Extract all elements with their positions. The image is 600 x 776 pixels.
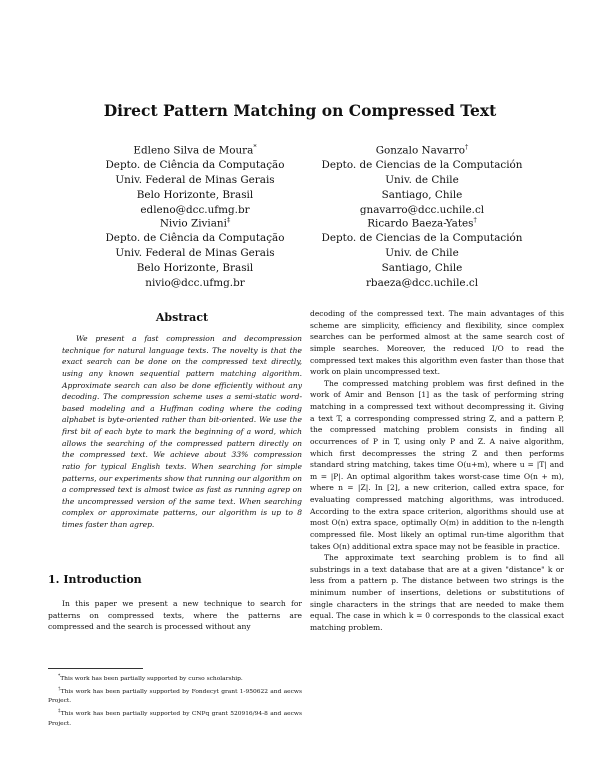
intro-column [48,598,302,633]
body-paragraph: decoding of the compressed text. The main advantages of this scheme are simplicity, efficiency and flexibility, since complex searches can be performed almost at the same search cost of simple searches. Moreover, the reduced I/O to read the compressed text makes this algorithm even faster than those that work on plain uncompressed text. [310,309,564,377]
author-city: Belo Horizonte, Brasil [136,189,254,202]
author-mark: * [253,143,257,151]
author-dept: Depto. de Ciencias de la Computación [321,232,523,245]
footnote-mark: † [58,686,61,692]
author-email: gnavarro@dcc.uchile.cl [359,204,485,217]
author-dept: Depto. de Ciência da Computação [105,159,285,172]
author-univ: Univ. de Chile [385,247,459,260]
footnote [48,672,302,685]
author-city: Belo Horizonte, Brasil [136,262,254,275]
footnote-mark: * [58,674,61,679]
author-email: edleno@dcc.ufmg.br [140,204,250,217]
author-name: Ricardo Baeza-Yates [367,217,474,230]
abstract-text: We present a fast compression and decompression technique for natural language texts. The novelty is that the exact search can be done on the compressed text directly, using any known sequential pattern matching algorithm. Approximate search can also be done efficiently without any decoding. The compression scheme uses a semi-static word-based modeling and a Huffman coding where the coding alphabet is byte-oriented rather than bit-oriented. We use the first bit of each byte to mark the beginning of a word, which allows the searching of the compressed pattern directly on the compressed text. We achieve about 33% compression ratio for typical English texts. When searching for simple patterns, our experiments show that running our algorithm on a compressed text is almost twice as fast as running agrep on the uncompressed version of the same text. When searching complex or approximate patterns, our algorithm is up to 8 times faster than agrep. [62,334,302,529]
footnote [48,685,302,707]
author-univ: Univ. de Chile [385,174,459,187]
footnotes [48,672,302,729]
author-city: Santiago, Chile [381,189,463,202]
author-email: nivio@dcc.ufmg.br [145,277,245,290]
author-univ: Univ. Federal de Minas Gerais [115,174,275,187]
footnote [48,707,302,729]
author-name: Gonzalo Navarro [375,144,466,157]
section-heading-introduction: 1. Introduction [48,573,142,586]
paper-title: Direct Pattern Matching on Compressed Text [103,101,497,120]
footnote-text: This work has been partially supported by CNPq grant 520916/94-8 and aecws Project. [48,711,302,727]
footnote-text: This work has been partially supported by curso scholarship. [60,675,243,682]
author-mark: † [473,216,477,224]
author-block-baeza-yates [272,213,572,291]
author-block-navarro [272,140,572,218]
author-mark: † [465,143,469,151]
author-name: Nivio Ziviani [159,217,227,230]
right-column [310,308,564,634]
intro-paragraph: In this paper we present a new technique to search for patterns on compressed texts, where the patterns are compressed and the search is processed without any [48,599,302,632]
author-univ: Univ. Federal de Minas Gerais [115,247,275,260]
author-dept: Depto. de Ciência da Computação [105,232,285,245]
footnote-rule [48,668,143,669]
footnote-text: This work has been partially supported by Fondecyt grant 1-950622 and aecws Project. [48,688,303,705]
author-city: Santiago, Chile [381,262,463,275]
abstract-heading: Abstract [155,311,209,324]
abstract-column [62,333,302,531]
author-dept: Depto. de Ciencias de la Computación [321,159,523,172]
author-name: Edleno Silva de Moura [133,144,254,157]
author-mark: ‡ [226,216,231,224]
body-paragraph: The compressed matching problem was first defined in the work of Amir and Benson [1] as the task of performing string matching in a compressed text without decompressing it. Giving a text T, a corresponding compressed string Z, and a pattern P, the compressed matching problem consists in finding all occurrences of P in T, using only P and Z. A naive algorithm, which first decompresses the string Z and then performs standard string matching, takes time O(u+m), where u = |T| and m = |P|. An optimal algorithm takes worst-case time O(n + m), where n = |Z|. In [2], a new criterion, called extra space, for evaluating compressed matching algorithms, was introduced. According to the extra space criterion, algorithms should use at most O(n) extra space, optimally O(m) in addition to the n-length compressed file. Most likely an optimal run-time algorithm that takes O(n) additional extra space may not be feasible in practice. [310,378,564,551]
footnote-mark: ‡ [58,709,61,715]
body-paragraph: The approximate text searching problem is to find all substrings in a text database that are at a given "distance" k or less from a pattern p. The distance between two strings is the minimum number of insertions, deletions or substitutions of single characters in the strings that are needed to make them equal. The case in which k = 0 corresponds to the classical exact matching problem. [310,553,564,632]
author-email: rbaeza@dcc.uchile.cl [365,277,479,290]
